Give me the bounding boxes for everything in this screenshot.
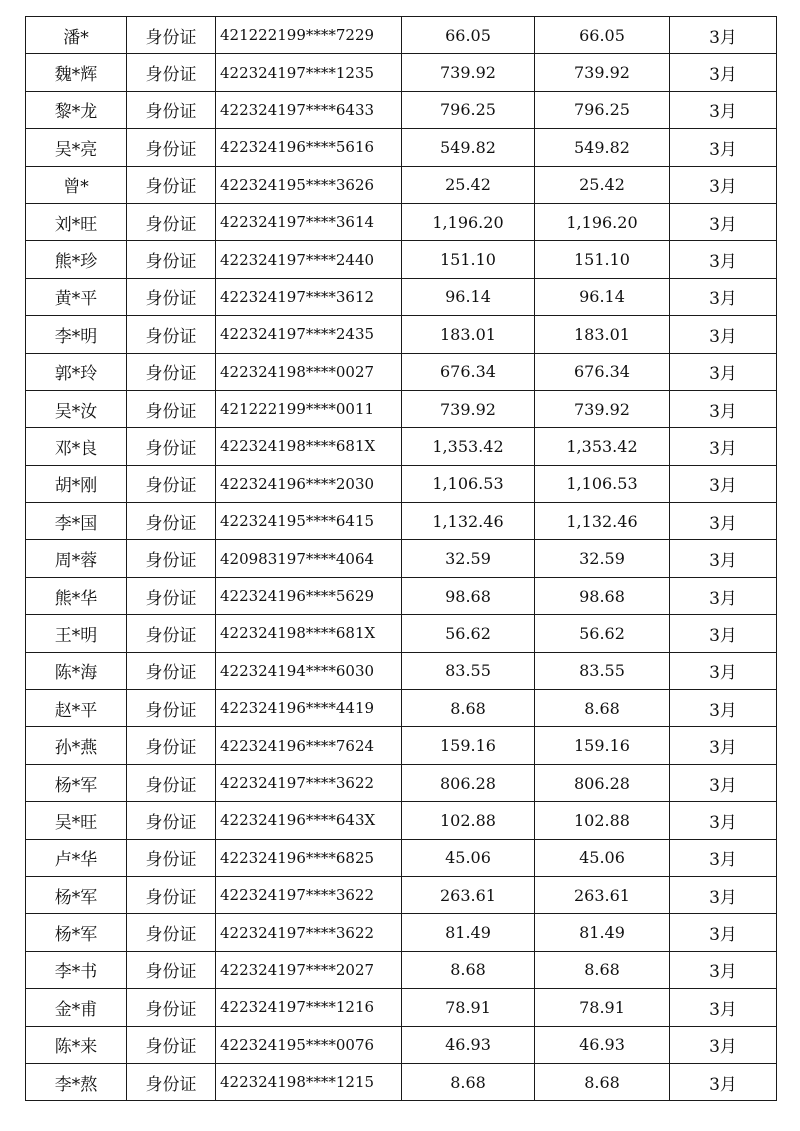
id-type-cell: 身份证 (127, 615, 216, 652)
id-number-cell: 422324197****1235 (216, 54, 402, 91)
amount-payable-cell: 46.93 (402, 1026, 535, 1063)
table-row (26, 989, 777, 1026)
id-number-cell: 422324198****681X (216, 428, 402, 465)
id-type-cell: 身份证 (127, 278, 216, 315)
id-number-cell: 422324195****3626 (216, 166, 402, 203)
id-type-cell: 身份证 (127, 951, 216, 988)
month-cell: 3月 (670, 1026, 777, 1063)
amount-paid-cell: 806.28 (535, 764, 670, 801)
amount-payable-cell: 183.01 (402, 316, 535, 353)
table-row (26, 577, 777, 614)
amount-payable-cell: 151.10 (402, 241, 535, 278)
amount-payable-cell: 66.05 (402, 17, 535, 54)
month-cell: 3月 (670, 54, 777, 91)
amount-payable-cell: 739.92 (402, 390, 535, 427)
id-type-cell: 身份证 (127, 839, 216, 876)
person-name-cell: 曾* (26, 166, 127, 203)
amount-payable-cell: 1,132.46 (402, 503, 535, 540)
amount-payable-cell: 676.34 (402, 353, 535, 390)
id-number-cell: 422324197****3622 (216, 764, 402, 801)
roster-body (26, 17, 777, 1101)
id-number-cell: 422324197****2027 (216, 951, 402, 988)
id-type-cell: 身份证 (127, 241, 216, 278)
id-type-cell: 身份证 (127, 129, 216, 166)
month-cell: 3月 (670, 17, 777, 54)
id-number-cell: 422324198****0027 (216, 353, 402, 390)
id-number-cell: 422324197****3614 (216, 203, 402, 240)
amount-payable-cell: 96.14 (402, 278, 535, 315)
person-name-cell: 周*蓉 (26, 540, 127, 577)
id-number-cell: 422324195****0076 (216, 1026, 402, 1063)
amount-paid-cell: 183.01 (535, 316, 670, 353)
id-type-cell: 身份证 (127, 764, 216, 801)
id-number-cell: 422324197****3622 (216, 876, 402, 913)
month-cell: 3月 (670, 615, 777, 652)
person-name-cell: 杨*军 (26, 764, 127, 801)
amount-payable-cell: 1,196.20 (402, 203, 535, 240)
payment-roster-table (25, 16, 777, 1101)
month-cell: 3月 (670, 951, 777, 988)
table-row (26, 503, 777, 540)
id-type-cell: 身份证 (127, 91, 216, 128)
person-name-cell: 王*明 (26, 615, 127, 652)
table-row (26, 690, 777, 727)
table-row (26, 802, 777, 839)
amount-payable-cell: 1,353.42 (402, 428, 535, 465)
id-number-cell: 422324197****3622 (216, 914, 402, 951)
id-type-cell: 身份证 (127, 1026, 216, 1063)
amount-paid-cell: 1,132.46 (535, 503, 670, 540)
id-number-cell: 422324196****6825 (216, 839, 402, 876)
person-name-cell: 杨*军 (26, 914, 127, 951)
person-name-cell: 潘* (26, 17, 127, 54)
month-cell: 3月 (670, 802, 777, 839)
id-number-cell: 422324197****6433 (216, 91, 402, 128)
person-name-cell: 吴*旺 (26, 802, 127, 839)
amount-paid-cell: 549.82 (535, 129, 670, 166)
person-name-cell: 陈*海 (26, 652, 127, 689)
table-row (26, 764, 777, 801)
id-type-cell: 身份证 (127, 503, 216, 540)
person-name-cell: 吴*亮 (26, 129, 127, 166)
amount-payable-cell: 98.68 (402, 577, 535, 614)
month-cell: 3月 (670, 241, 777, 278)
amount-paid-cell: 1,353.42 (535, 428, 670, 465)
table-row (26, 465, 777, 502)
table-row (26, 17, 777, 54)
person-name-cell: 李*书 (26, 951, 127, 988)
table-row (26, 652, 777, 689)
month-cell: 3月 (670, 989, 777, 1026)
amount-paid-cell: 56.62 (535, 615, 670, 652)
id-type-cell: 身份证 (127, 914, 216, 951)
amount-paid-cell: 151.10 (535, 241, 670, 278)
id-type-cell: 身份证 (127, 727, 216, 764)
month-cell: 3月 (670, 839, 777, 876)
amount-payable-cell: 81.49 (402, 914, 535, 951)
amount-payable-cell: 806.28 (402, 764, 535, 801)
amount-paid-cell: 8.68 (535, 951, 670, 988)
amount-paid-cell: 1,106.53 (535, 465, 670, 502)
id-number-cell: 421222199****7229 (216, 17, 402, 54)
table-row (26, 951, 777, 988)
table-row (26, 914, 777, 951)
month-cell: 3月 (670, 876, 777, 913)
amount-payable-cell: 8.68 (402, 951, 535, 988)
amount-payable-cell: 739.92 (402, 54, 535, 91)
amount-paid-cell: 45.06 (535, 839, 670, 876)
id-type-cell: 身份证 (127, 54, 216, 91)
amount-paid-cell: 25.42 (535, 166, 670, 203)
amount-payable-cell: 25.42 (402, 166, 535, 203)
amount-payable-cell: 796.25 (402, 91, 535, 128)
id-number-cell: 422324196****5629 (216, 577, 402, 614)
table-row (26, 166, 777, 203)
month-cell: 3月 (670, 166, 777, 203)
id-number-cell: 422324197****1216 (216, 989, 402, 1026)
table-row (26, 1026, 777, 1063)
amount-paid-cell: 81.49 (535, 914, 670, 951)
id-number-cell: 422324197****2440 (216, 241, 402, 278)
table-row (26, 390, 777, 427)
amount-paid-cell: 46.93 (535, 1026, 670, 1063)
id-type-cell: 身份证 (127, 989, 216, 1026)
amount-paid-cell: 1,196.20 (535, 203, 670, 240)
table-row (26, 727, 777, 764)
month-cell: 3月 (670, 764, 777, 801)
month-cell: 3月 (670, 203, 777, 240)
id-number-cell: 422324197****2435 (216, 316, 402, 353)
person-name-cell: 黎*龙 (26, 91, 127, 128)
person-name-cell: 吴*汝 (26, 390, 127, 427)
month-cell: 3月 (670, 129, 777, 166)
id-number-cell: 422324198****1215 (216, 1063, 402, 1100)
amount-payable-cell: 159.16 (402, 727, 535, 764)
id-number-cell: 422324196****2030 (216, 465, 402, 502)
month-cell: 3月 (670, 465, 777, 502)
month-cell: 3月 (670, 353, 777, 390)
amount-paid-cell: 66.05 (535, 17, 670, 54)
id-number-cell: 421222199****0011 (216, 390, 402, 427)
month-cell: 3月 (670, 390, 777, 427)
id-type-cell: 身份证 (127, 465, 216, 502)
person-name-cell: 熊*珍 (26, 241, 127, 278)
person-name-cell: 李*国 (26, 503, 127, 540)
person-name-cell: 魏*辉 (26, 54, 127, 91)
month-cell: 3月 (670, 1063, 777, 1100)
amount-payable-cell: 8.68 (402, 1063, 535, 1100)
amount-paid-cell: 676.34 (535, 353, 670, 390)
amount-payable-cell: 56.62 (402, 615, 535, 652)
table-row (26, 241, 777, 278)
month-cell: 3月 (670, 690, 777, 727)
id-type-cell: 身份证 (127, 203, 216, 240)
id-type-cell: 身份证 (127, 353, 216, 390)
amount-paid-cell: 102.88 (535, 802, 670, 839)
month-cell: 3月 (670, 727, 777, 764)
amount-payable-cell: 102.88 (402, 802, 535, 839)
id-number-cell: 422324196****7624 (216, 727, 402, 764)
amount-paid-cell: 98.68 (535, 577, 670, 614)
amount-payable-cell: 32.59 (402, 540, 535, 577)
month-cell: 3月 (670, 914, 777, 951)
id-type-cell: 身份证 (127, 802, 216, 839)
id-number-cell: 422324195****6415 (216, 503, 402, 540)
amount-paid-cell: 739.92 (535, 390, 670, 427)
id-type-cell: 身份证 (127, 577, 216, 614)
table-row (26, 428, 777, 465)
amount-payable-cell: 78.91 (402, 989, 535, 1026)
table-row (26, 353, 777, 390)
id-number-cell: 422324194****6030 (216, 652, 402, 689)
person-name-cell: 李*明 (26, 316, 127, 353)
id-number-cell: 420983197****4064 (216, 540, 402, 577)
table-row (26, 316, 777, 353)
amount-payable-cell: 549.82 (402, 129, 535, 166)
month-cell: 3月 (670, 278, 777, 315)
month-cell: 3月 (670, 316, 777, 353)
person-name-cell: 李*熬 (26, 1063, 127, 1100)
id-type-cell: 身份证 (127, 316, 216, 353)
person-name-cell: 邓*良 (26, 428, 127, 465)
id-type-cell: 身份证 (127, 390, 216, 427)
amount-payable-cell: 45.06 (402, 839, 535, 876)
amount-paid-cell: 83.55 (535, 652, 670, 689)
table-row (26, 54, 777, 91)
table-row (26, 876, 777, 913)
table-row (26, 615, 777, 652)
id-number-cell: 422324196****4419 (216, 690, 402, 727)
amount-payable-cell: 83.55 (402, 652, 535, 689)
amount-payable-cell: 8.68 (402, 690, 535, 727)
person-name-cell: 刘*旺 (26, 203, 127, 240)
id-type-cell: 身份证 (127, 17, 216, 54)
id-type-cell: 身份证 (127, 876, 216, 913)
amount-paid-cell: 796.25 (535, 91, 670, 128)
person-name-cell: 孙*燕 (26, 727, 127, 764)
month-cell: 3月 (670, 652, 777, 689)
month-cell: 3月 (670, 428, 777, 465)
id-number-cell: 422324198****681X (216, 615, 402, 652)
table-row (26, 203, 777, 240)
person-name-cell: 卢*华 (26, 839, 127, 876)
person-name-cell: 黄*平 (26, 278, 127, 315)
id-number-cell: 422324197****3612 (216, 278, 402, 315)
person-name-cell: 熊*华 (26, 577, 127, 614)
person-name-cell: 胡*刚 (26, 465, 127, 502)
id-type-cell: 身份证 (127, 1063, 216, 1100)
table-row (26, 839, 777, 876)
month-cell: 3月 (670, 577, 777, 614)
id-type-cell: 身份证 (127, 166, 216, 203)
id-type-cell: 身份证 (127, 540, 216, 577)
amount-paid-cell: 78.91 (535, 989, 670, 1026)
table-row (26, 278, 777, 315)
table-row (26, 91, 777, 128)
amount-payable-cell: 1,106.53 (402, 465, 535, 502)
id-type-cell: 身份证 (127, 652, 216, 689)
month-cell: 3月 (670, 503, 777, 540)
table-row (26, 540, 777, 577)
person-name-cell: 金*甫 (26, 989, 127, 1026)
amount-paid-cell: 159.16 (535, 727, 670, 764)
amount-payable-cell: 263.61 (402, 876, 535, 913)
id-number-cell: 422324196****643X (216, 802, 402, 839)
table-row (26, 129, 777, 166)
person-name-cell: 郭*玲 (26, 353, 127, 390)
person-name-cell: 杨*军 (26, 876, 127, 913)
amount-paid-cell: 96.14 (535, 278, 670, 315)
amount-paid-cell: 739.92 (535, 54, 670, 91)
amount-paid-cell: 8.68 (535, 1063, 670, 1100)
amount-paid-cell: 32.59 (535, 540, 670, 577)
id-type-cell: 身份证 (127, 428, 216, 465)
person-name-cell: 赵*平 (26, 690, 127, 727)
id-type-cell: 身份证 (127, 690, 216, 727)
table-row (26, 1063, 777, 1100)
amount-paid-cell: 8.68 (535, 690, 670, 727)
id-number-cell: 422324196****5616 (216, 129, 402, 166)
month-cell: 3月 (670, 540, 777, 577)
amount-paid-cell: 263.61 (535, 876, 670, 913)
person-name-cell: 陈*来 (26, 1026, 127, 1063)
month-cell: 3月 (670, 91, 777, 128)
